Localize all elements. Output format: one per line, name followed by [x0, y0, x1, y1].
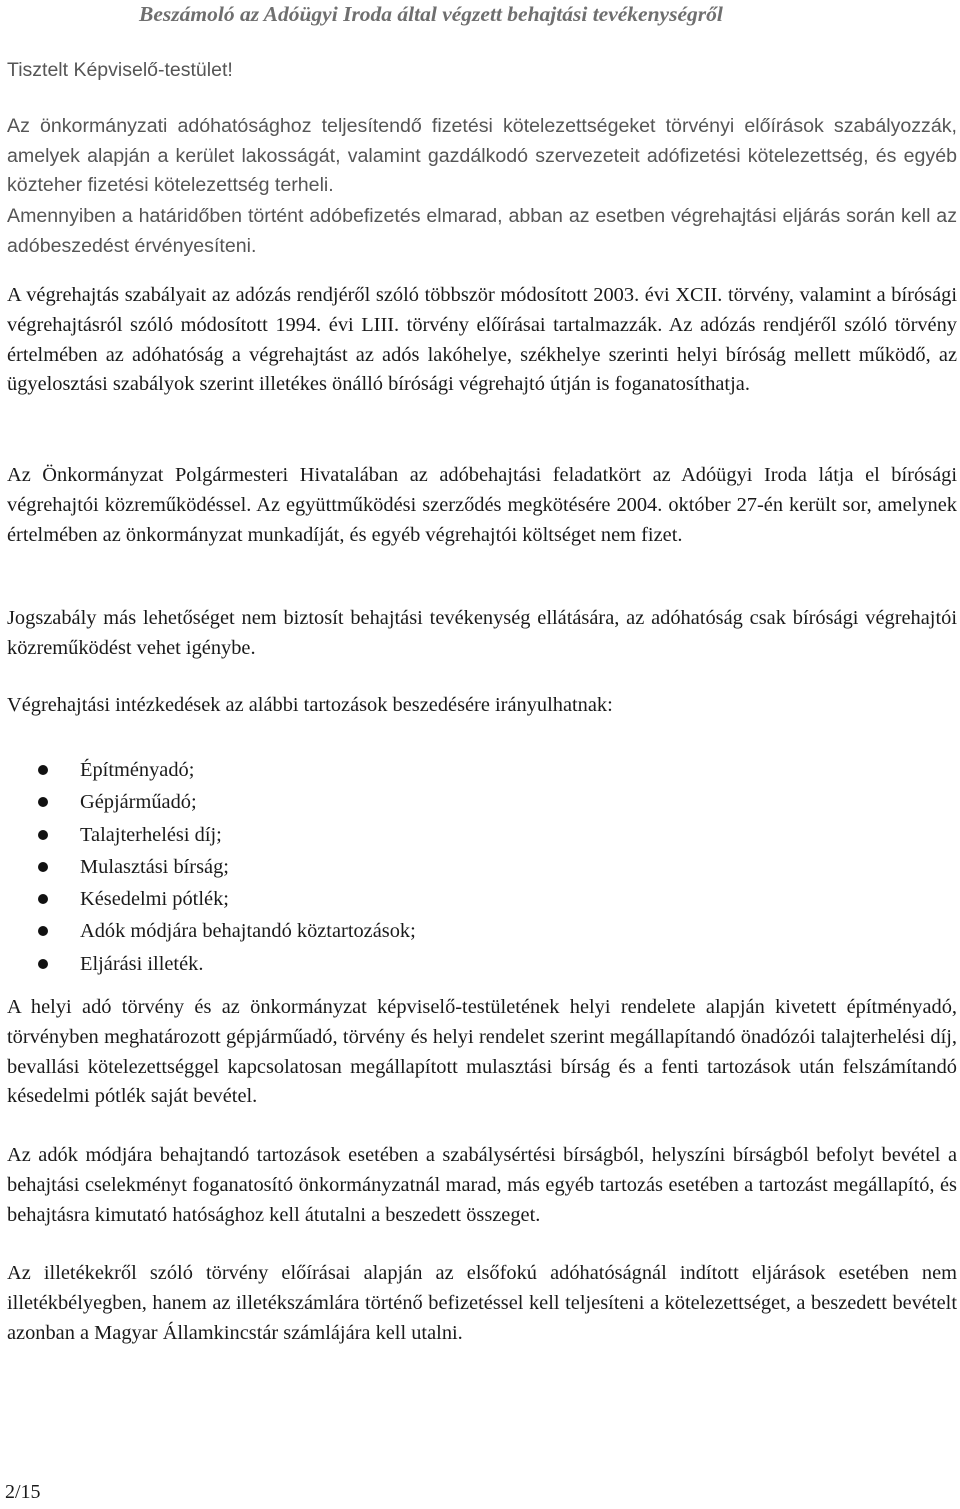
paragraph-enforcement: Amennyiben a határidőben történt adóbefizetés elmarad, abban az esetben végrehajtási eljárás során kell az adóbeszedést érvényesíteni.	[7, 205, 957, 257]
paragraph-measures-intro: Végrehajtási intézkedések az alábbi tartozások beszedésére irányulhatnak:	[7, 694, 613, 716]
paragraph-obligations: Az önkormányzati adóhatósághoz teljesítendő fizetési kötelezettségeket törvényi előírások szabályozzák, amelyek alapján a kerület lakosságát, valamint gazdálkodó szervezeteit adófizetési kötelezettség, és egyéb közteher fizetési kötelezettség terheli.	[7, 115, 957, 197]
greeting: Tisztelt Képviselő-testület!	[7, 59, 233, 81]
paragraph-local-tax: A helyi adó törvény és az önkormányzat képviselő-testületének helyi rendelete alapján kivetett építményadó, törvényben meghatározott gépjárműadó, törvény és helyi rendelet szerint megállapítandó önadózói talajterhelési díj, bevallási kötelezettséggel kapcsolatosan megállapított mulasztási bírság és a fenti tartozások után felszámítandó késedelmi pótlék saját bevétel.	[7, 996, 957, 1108]
list-item: Késedelmi pótlék;	[7, 883, 957, 915]
page-number: 2/15	[5, 1481, 41, 1503]
list-item: Mulasztási bírság;	[7, 851, 957, 883]
paragraph-legal-options: Jogszabály más lehetőséget nem biztosít behajtási tevékenység ellátására, az adóhatóság csak bírósági végrehajtói közreműködést vehet igénybe.	[7, 607, 957, 659]
paragraph-duties: Az illetékekről szóló törvény előírásai alapján az elsőfokú adóhatóságnál indított eljárások esetében nem illetékbélyegben, hanem az illetékszámlára történő befizetéssel kell teljesíteni a kötelezettséget, a beszedett bevételt azonban a Magyar Államkincstár számlájára kell utalni.	[7, 1262, 957, 1344]
list-item: Gépjárműadó;	[7, 786, 957, 818]
list-item: Adók módjára behajtandó köztartozások;	[7, 915, 957, 947]
paragraph-tax-office: Az Önkormányzat Polgármesteri Hivatalában az adóbehajtási feladatkört az Adóügyi Iroda látja el bírósági végrehajtói közreműködéssel. Az együttműködési szerződés megkötésére 2004. október 27-én került sor, amelynek értelmében az önkormányzat munkadíját, és egyéb végrehajtói költséget nem fizet.	[7, 464, 957, 546]
list-item: Építményadó;	[7, 754, 957, 786]
paragraph-rules: A végrehajtás szabályait az adózás rendjéről szóló többször módosított 2003. évi XCII. törvény, valamint a bírósági végrehajtásról szóló módosított 1994. évi LIII. törvény előírásai tartalmazzák. Az adózás rendjéről szóló törvény értelmében az adóhatóság a végrehajtást az adós lakóhelye, székhelye szerinti helyi bíróság mellett működő, az ügyelosztási szabályok szerint illetékes önálló bírósági végrehajtó útján is foganatosíthatja.	[7, 284, 957, 396]
paragraph-public-debts: Az adók módjára behajtandó tartozások esetében a szabálysértési bírságból, helyszíni bírságból befolyt bevétel a behajtási cselekményt foganatosító önkormányzatnál marad, más egyéb tartozás esetében a tartozást megállapító, és behajtásra kimutató hatósághoz kell átutalni a beszedett összeget.	[7, 1144, 957, 1226]
list-item: Eljárási illeték.	[7, 948, 957, 980]
measures-list	[7, 754, 957, 980]
document-title: Beszámoló az Adóügyi Iroda által végzett behajtási tevékenységről	[139, 2, 723, 26]
list-item: Talajterhelési díj;	[7, 819, 957, 851]
